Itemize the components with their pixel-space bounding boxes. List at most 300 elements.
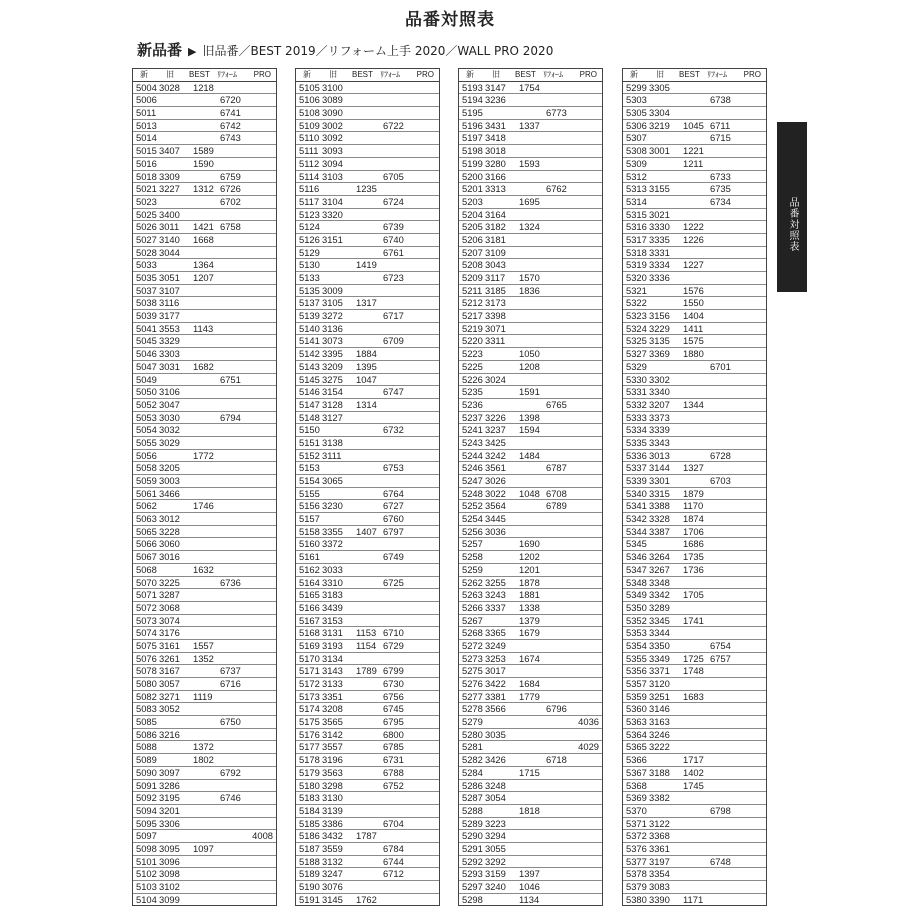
- table-row: [623, 551, 766, 564]
- table-cell: 3205: [159, 462, 180, 474]
- table-cell: 3264: [649, 551, 670, 563]
- table-cell: 3197: [649, 855, 670, 867]
- table-cell: 5179: [299, 766, 320, 778]
- table-cell: 5025: [136, 208, 157, 220]
- table-cell: 5071: [136, 589, 157, 601]
- table-cell: 5146: [299, 386, 320, 398]
- table-cell: 3311: [485, 335, 506, 347]
- table-cell: 5062: [136, 500, 157, 512]
- table-cell: 3242: [485, 449, 506, 461]
- table-cell: 5082: [136, 690, 157, 702]
- table-cell: 3271: [159, 690, 180, 702]
- subtitle-new-code-label: 新品番: [137, 41, 183, 59]
- table-row: [623, 767, 766, 780]
- table-cell: 6726: [220, 183, 241, 195]
- table-row: [623, 221, 766, 234]
- table-cell: 3188: [649, 766, 670, 778]
- table-cell: 5359: [626, 690, 647, 702]
- table-row: [623, 856, 766, 869]
- table-cell: 3051: [159, 272, 180, 283]
- table-row: [296, 513, 439, 526]
- table-cell: 3132: [322, 855, 343, 867]
- table-cell: 5105: [299, 81, 320, 93]
- table-row: [296, 538, 439, 551]
- table-cell: 3009: [322, 284, 343, 296]
- table-row: [459, 361, 602, 374]
- table-cell: 1746: [193, 500, 214, 512]
- table-cell: 6708: [546, 487, 567, 499]
- table-cell: 5349: [626, 589, 647, 601]
- table-cell: 5360: [626, 703, 647, 715]
- table-cell: 5363: [626, 716, 647, 728]
- table-cell: 5211: [462, 284, 483, 296]
- table-row: [459, 488, 602, 501]
- table-cell: 3107: [159, 284, 180, 296]
- table-row: [133, 577, 276, 590]
- table-cell: 6741: [220, 107, 241, 119]
- table-row: [459, 627, 602, 640]
- table-cell: 5314: [626, 195, 647, 207]
- table-cell: 3159: [485, 868, 506, 880]
- table-cell: 5110: [299, 132, 320, 144]
- table-cell: 5321: [626, 284, 647, 296]
- table-cell: 5026: [136, 221, 157, 233]
- table-cell: 1484: [519, 449, 540, 461]
- table-cell: 3105: [322, 297, 343, 309]
- table-cell: 5236: [462, 398, 483, 410]
- table-cell: 5341: [626, 500, 647, 512]
- table-cell: 6736: [220, 576, 241, 588]
- table-cell: 6724: [383, 195, 404, 207]
- table-row: [459, 145, 602, 158]
- table-row: [459, 437, 602, 450]
- table-cell: 6739: [383, 221, 404, 233]
- table-cell: 3135: [649, 335, 670, 347]
- table-row: [459, 729, 602, 742]
- table-cell: 3153: [322, 614, 343, 626]
- table-cell: 1312: [193, 183, 214, 195]
- table-row: [296, 678, 439, 691]
- table-cell: 5186: [299, 830, 320, 842]
- table-row: [623, 310, 766, 323]
- table-row: [623, 881, 766, 894]
- table-row: [133, 234, 276, 247]
- table-cell: 3243: [485, 589, 506, 601]
- table-row: [459, 221, 602, 234]
- table-cell: 3144: [649, 462, 670, 474]
- table-row: [133, 615, 276, 628]
- table-cell: 5262: [462, 576, 483, 588]
- table-cell: 5135: [299, 284, 320, 296]
- table-cell: 3564: [485, 500, 506, 512]
- table-cell: 3418: [485, 132, 506, 144]
- table-cell: 6702: [220, 195, 241, 207]
- table-cell: 6799: [383, 665, 404, 677]
- table-cell: 3164: [485, 208, 506, 220]
- table-row: [623, 754, 766, 767]
- table-cell: 6731: [383, 754, 404, 766]
- table-cell: 5340: [626, 487, 647, 499]
- table-cell: 3390: [649, 893, 670, 905]
- table-cell: 5190: [299, 881, 320, 892]
- table-cell: 3095: [159, 842, 180, 854]
- table-cell: 6745: [383, 703, 404, 715]
- table-cell: 3320: [322, 208, 343, 220]
- table-row: [133, 399, 276, 412]
- table-row: [623, 450, 766, 463]
- table-cell: 5141: [299, 335, 320, 347]
- table-cell: 3395: [322, 348, 343, 360]
- table-row: [296, 132, 439, 145]
- table-row: [296, 145, 439, 158]
- table-cell: 3222: [649, 741, 670, 753]
- table-row: [459, 538, 602, 551]
- table-row: [133, 526, 276, 539]
- table-cell: 5151: [299, 436, 320, 448]
- table-header: [296, 69, 439, 82]
- table-cell: 5185: [299, 817, 320, 829]
- table-cell: 6749: [383, 551, 404, 563]
- table-row: [296, 551, 439, 564]
- table-cell: 3209: [322, 360, 343, 372]
- table-cell: 3304: [649, 107, 670, 119]
- table-cell: 5323: [626, 310, 647, 322]
- table-cell: 5193: [462, 81, 483, 93]
- table-row: [459, 589, 602, 602]
- table-row: [296, 818, 439, 831]
- table-cell: 1046: [519, 881, 540, 892]
- table-cell: 6722: [383, 119, 404, 131]
- table-cell: 5339: [626, 475, 647, 486]
- table-cell: 3361: [649, 842, 670, 854]
- table-row: [623, 602, 766, 615]
- table-row: [623, 526, 766, 539]
- table-cell: 3166: [485, 170, 506, 182]
- table-row: [133, 171, 276, 184]
- table-cell: 5006: [136, 94, 157, 106]
- table-cell: 3100: [322, 81, 343, 93]
- table-cell: 6751: [220, 373, 241, 385]
- table-cell: 5160: [299, 538, 320, 550]
- table-cell: 1153: [356, 627, 377, 639]
- table-cell: 3090: [322, 107, 343, 119]
- table-cell: 1337: [519, 119, 540, 131]
- table-cell: 5350: [626, 601, 647, 613]
- table-cell: 3272: [322, 310, 343, 322]
- subtitle-catalog-list: 旧品番／BEST 2019／リフォーム上手 2020／WALL PRO 2020: [202, 44, 554, 58]
- table-cell: 3351: [322, 690, 343, 702]
- table-cell: 3147: [485, 81, 506, 93]
- table-cell: 1594: [519, 424, 540, 436]
- table-row: [623, 412, 766, 425]
- table-row: [133, 424, 276, 437]
- side-index-tab[interactable]: 品番対照表: [777, 122, 807, 292]
- table-cell: 3146: [649, 703, 670, 715]
- table-cell: 6758: [220, 221, 241, 233]
- table-cell: 3387: [649, 525, 670, 537]
- table-row: [133, 374, 276, 387]
- table-cell: 5203: [462, 195, 483, 207]
- table-cell: 5305: [626, 107, 647, 119]
- table-row: [296, 297, 439, 310]
- table-cell: 3226: [485, 411, 506, 423]
- table-cell: 3445: [485, 513, 506, 525]
- table-cell: 6753: [383, 462, 404, 474]
- table-cell: 3267: [649, 563, 670, 575]
- table-cell: 3156: [649, 310, 670, 322]
- table-row: [133, 856, 276, 869]
- table-cell: 1802: [193, 754, 214, 766]
- table-cell: 3195: [159, 792, 180, 804]
- table-cell: 3557: [322, 741, 343, 753]
- table-cell: 5054: [136, 424, 157, 436]
- table-row: [133, 450, 276, 463]
- column-header: PRO: [579, 70, 597, 79]
- table-cell: 5291: [462, 842, 483, 854]
- table-cell: 3134: [322, 652, 343, 664]
- table-cell: 4008: [252, 830, 273, 842]
- table-cell: 1221: [683, 145, 704, 157]
- table-cell: 1779: [519, 690, 540, 702]
- table-cell: 5015: [136, 145, 157, 157]
- table-cell: 5176: [299, 728, 320, 740]
- table-cell: 1690: [519, 538, 540, 550]
- table-cell: 5266: [462, 601, 483, 613]
- table-cell: 6715: [710, 132, 731, 144]
- table-cell: 6744: [383, 855, 404, 867]
- table-cell: 6728: [710, 449, 731, 461]
- table-cell: 3106: [159, 386, 180, 398]
- table-cell: 5112: [299, 157, 320, 169]
- table-cell: 5219: [462, 322, 483, 334]
- table-row: [459, 107, 602, 120]
- table-cell: 5114: [299, 170, 320, 182]
- table-row: [296, 361, 439, 374]
- table-row: [296, 386, 439, 399]
- table-cell: 3012: [159, 513, 180, 525]
- table-cell: 5173: [299, 690, 320, 702]
- table-cell: 5333: [626, 411, 647, 423]
- table-cell: 6761: [383, 246, 404, 258]
- table-cell: 3177: [159, 310, 180, 322]
- table-row: [296, 805, 439, 818]
- table-cell: 1754: [519, 81, 540, 93]
- table-cell: 5047: [136, 360, 157, 372]
- table-cell: 1202: [519, 551, 540, 563]
- table-cell: 5139: [299, 310, 320, 322]
- table-row: [459, 120, 602, 133]
- table-row: [133, 513, 276, 526]
- table-cell: 3096: [159, 855, 180, 867]
- table-cell: 5380: [626, 893, 647, 905]
- table-cell: 5225: [462, 360, 483, 372]
- table-row: [296, 234, 439, 247]
- table-cell: 5220: [462, 335, 483, 347]
- table-row: [459, 399, 602, 412]
- table-row: [623, 615, 766, 628]
- table-cell: 3032: [159, 424, 180, 436]
- table-row: [133, 653, 276, 666]
- table-cell: 5188: [299, 855, 320, 867]
- table-cell: 6787: [546, 462, 567, 474]
- table-cell: 3143: [322, 665, 343, 677]
- table-row: [623, 475, 766, 488]
- table-cell: 5123: [299, 208, 320, 220]
- table-cell: 6784: [383, 842, 404, 854]
- table-cell: 5150: [299, 424, 320, 436]
- table-row: [459, 881, 602, 894]
- table-cell: 6798: [710, 804, 731, 816]
- table-row: [133, 412, 276, 425]
- table-cell: 3018: [485, 145, 506, 157]
- table-cell: 6760: [383, 513, 404, 525]
- table-row: [133, 843, 276, 856]
- table-cell: 3280: [485, 157, 506, 169]
- table-cell: 5078: [136, 665, 157, 677]
- table-cell: 3292: [485, 855, 506, 867]
- table-row: [623, 716, 766, 729]
- table-cell: 6796: [546, 703, 567, 715]
- table-cell: 5246: [462, 462, 483, 474]
- table-row: [623, 538, 766, 551]
- table-cell: 5067: [136, 551, 157, 563]
- table-row: [133, 868, 276, 881]
- column-header: 旧: [329, 70, 337, 79]
- table-cell: 5133: [299, 272, 320, 283]
- table-cell: 3330: [649, 221, 670, 233]
- table-row: [623, 297, 766, 310]
- table-row: [296, 399, 439, 412]
- table-row: [459, 526, 602, 539]
- table-cell: 5254: [462, 513, 483, 525]
- table-cell: 5276: [462, 678, 483, 689]
- table-cell: 5130: [299, 259, 320, 271]
- table-row: [296, 107, 439, 120]
- table-cell: 6746: [220, 792, 241, 804]
- table-cell: 5156: [299, 500, 320, 512]
- table-cell: 3140: [159, 233, 180, 245]
- table-row: [623, 653, 766, 666]
- table-cell: 5286: [462, 779, 483, 791]
- table-row: [459, 323, 602, 336]
- table-row: [623, 564, 766, 577]
- table-row: [296, 259, 439, 272]
- table-cell: 3372: [322, 538, 343, 550]
- table-cell: 5279: [462, 716, 483, 728]
- table-cell: 3138: [322, 436, 343, 448]
- table-row: [623, 805, 766, 818]
- table-cell: 5143: [299, 360, 320, 372]
- table-cell: 5072: [136, 601, 157, 613]
- table-cell: 5196: [462, 119, 483, 131]
- table-row: [133, 310, 276, 323]
- column-header: PRO: [416, 70, 434, 79]
- table-cell: 3248: [485, 779, 506, 791]
- table-cell: 3031: [159, 360, 180, 372]
- table-cell: 5011: [136, 107, 157, 119]
- table-cell: 1419: [356, 259, 377, 271]
- table-cell: 1379: [519, 614, 540, 626]
- table-cell: 5065: [136, 525, 157, 537]
- table-cell: 1683: [683, 690, 704, 702]
- table-row: [133, 792, 276, 805]
- table-row: [623, 729, 766, 742]
- table-cell: 5014: [136, 132, 157, 144]
- table-cell: 5028: [136, 246, 157, 258]
- table-row: [623, 120, 766, 133]
- table-row: [133, 259, 276, 272]
- table-cell: 1398: [519, 411, 540, 423]
- table-cell: 1338: [519, 601, 540, 613]
- table-cell: 5178: [299, 754, 320, 766]
- table-cell: 5050: [136, 386, 157, 398]
- table-cell: 5379: [626, 881, 647, 892]
- table-cell: 1717: [683, 754, 704, 766]
- table-cell: 3566: [485, 703, 506, 715]
- table-row: [133, 691, 276, 704]
- table-cell: 5073: [136, 614, 157, 626]
- table-cell: 5217: [462, 310, 483, 322]
- table-cell: 6795: [383, 716, 404, 728]
- table-cell: 1324: [519, 221, 540, 233]
- table-row: [459, 335, 602, 348]
- table-cell: 3154: [322, 386, 343, 398]
- table-row: [296, 424, 439, 437]
- table-cell: 6785: [383, 741, 404, 753]
- table-row: [133, 158, 276, 171]
- table-cell: 5252: [462, 500, 483, 512]
- table-cell: 1589: [193, 145, 214, 157]
- table-row: [296, 881, 439, 894]
- table-cell: 3349: [649, 652, 670, 664]
- table-cell: 3386: [322, 817, 343, 829]
- table-cell: 6765: [546, 398, 567, 410]
- table-cell: 3381: [485, 690, 506, 702]
- table-row: [133, 361, 276, 374]
- table-cell: 1372: [193, 741, 214, 753]
- table-row: [623, 399, 766, 412]
- table-cell: 1762: [356, 893, 377, 905]
- table-cell: 1344: [683, 398, 704, 410]
- table-cell: 3016: [159, 551, 180, 563]
- table-cell: 3331: [649, 246, 670, 258]
- table-cell: 1170: [683, 500, 704, 512]
- table-row: [133, 767, 276, 780]
- table-cell: 1695: [519, 195, 540, 207]
- table-row: [133, 285, 276, 298]
- table-cell: 3369: [649, 348, 670, 360]
- table-row: [459, 741, 602, 754]
- table-row: [459, 462, 602, 475]
- table-row: [133, 678, 276, 691]
- table-row: [623, 691, 766, 704]
- table-row: [296, 209, 439, 222]
- column-header: ﾘﾌｫｰﾑ: [217, 70, 237, 79]
- table-cell: 1725: [683, 652, 704, 664]
- table-cell: 3161: [159, 639, 180, 651]
- table-row: [296, 640, 439, 653]
- table-cell: 5355: [626, 652, 647, 664]
- table-cell: 5171: [299, 665, 320, 677]
- table-cell: 3228: [159, 525, 180, 537]
- table-cell: 5259: [462, 563, 483, 575]
- column-header: ﾘﾌｫｰﾑ: [543, 70, 563, 79]
- table-row: [623, 183, 766, 196]
- table-cell: 5053: [136, 411, 157, 423]
- table-cell: 5164: [299, 576, 320, 588]
- table-cell: 3229: [649, 322, 670, 334]
- table-cell: 5347: [626, 563, 647, 575]
